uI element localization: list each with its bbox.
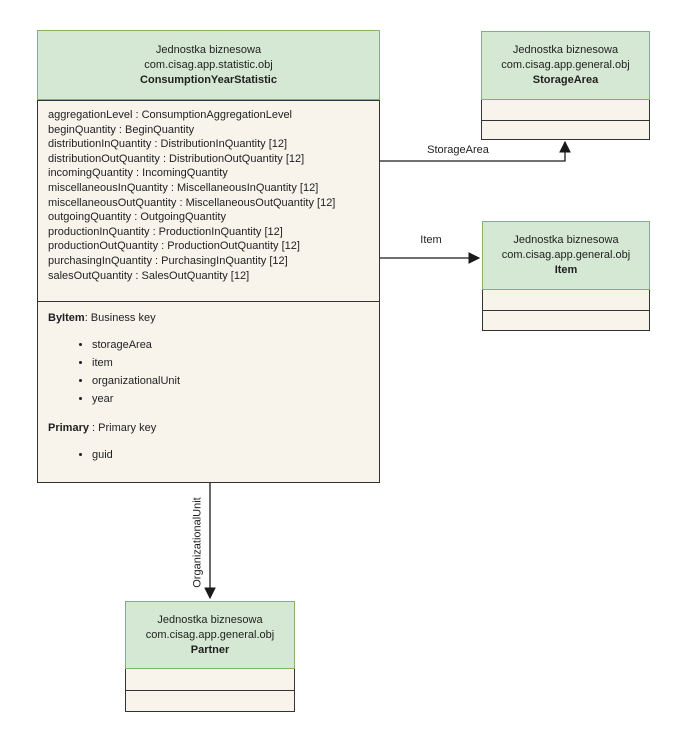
primary-key-title bbox=[48, 421, 369, 436]
edge-label-storage-area: StorageArea bbox=[408, 144, 508, 157]
attribute-row: beginQuantity : BeginQuantity bbox=[48, 123, 195, 136]
business-key-suffix: : Business key bbox=[84, 312, 156, 324]
entity-package: com.cisag.app.general.obj bbox=[501, 249, 631, 261]
attribute-row: distributionOutQuantity : DistributionOutQuantity [12] bbox=[48, 152, 305, 165]
edge-label-item: Item bbox=[406, 234, 456, 247]
entity-body bbox=[481, 100, 650, 140]
entity-name: Item bbox=[554, 264, 578, 276]
entity-item[interactable] bbox=[482, 221, 650, 331]
key-field: • guid bbox=[92, 446, 369, 464]
entity-header bbox=[125, 601, 295, 669]
attribute-row: productionOutQuantity : ProductionOutQuantity [12] bbox=[48, 240, 300, 253]
attribute-row: miscellaneousInQuantity : MiscellaneousInQuantity [12] bbox=[48, 181, 319, 194]
entity-body bbox=[125, 669, 295, 712]
attribute-row: aggregationLevel : ConsumptionAggregationLevel bbox=[48, 109, 293, 121]
attribute-row: incomingQuantity : IncomingQuantity bbox=[48, 167, 228, 180]
entity-partner[interactable] bbox=[125, 601, 295, 712]
attributes-compartment bbox=[38, 101, 379, 301]
key-field: • storageArea bbox=[92, 336, 369, 354]
attribute-row: purchasingInQuantity : PurchasingInQuantity [12] bbox=[48, 254, 288, 267]
entity-stereotype: Jednostka biznesowa bbox=[512, 44, 619, 56]
empty-compartment bbox=[483, 290, 649, 310]
entity-body bbox=[37, 100, 380, 483]
entity-stereotype: Jednostka biznesowa bbox=[155, 43, 262, 56]
empty-compartment bbox=[483, 310, 649, 330]
entity-name: ConsumptionYearStatistic bbox=[140, 73, 277, 86]
entity-header bbox=[481, 31, 650, 100]
empty-compartment bbox=[126, 690, 294, 711]
primary-key-fields bbox=[48, 446, 369, 464]
entity-package: com.cisag.app.general.obj bbox=[145, 628, 275, 641]
empty-compartment bbox=[482, 100, 649, 120]
entity-storage-area[interactable] bbox=[481, 31, 650, 140]
attribute-row: miscellaneousOutQuantity : MiscellaneousOutQuantity [12] bbox=[48, 196, 336, 209]
entity-header bbox=[482, 221, 650, 290]
key-field: • organizationalUnit bbox=[92, 372, 369, 390]
empty-compartment bbox=[126, 669, 294, 690]
entity-stereotype: Jednostka biznesowa bbox=[513, 234, 619, 246]
business-key-fields bbox=[48, 336, 369, 408]
edge-label-organizational-unit: OrganizationalUnit bbox=[192, 487, 205, 599]
primary-key-suffix: : Primary key bbox=[88, 422, 157, 434]
business-key-title bbox=[48, 311, 369, 326]
entity-consumption-year-statistic[interactable] bbox=[37, 30, 380, 483]
business-key-name: ByItem bbox=[48, 312, 85, 324]
attribute-row: salesOutQuantity : SalesOutQuantity [12] bbox=[48, 269, 250, 282]
key-field: • year bbox=[92, 390, 369, 408]
primary-key-name: Primary bbox=[48, 422, 89, 434]
entity-header bbox=[37, 30, 380, 100]
attribute-row: distributionInQuantity : DistributionInQuantity [12] bbox=[48, 138, 288, 151]
entity-package: com.cisag.app.general.obj bbox=[501, 59, 630, 71]
attribute-row: productionInQuantity : ProductionInQuantity [12] bbox=[48, 225, 283, 238]
attribute-row: outgoingQuantity : OutgoingQuantity bbox=[48, 211, 226, 224]
empty-compartment bbox=[482, 120, 649, 139]
keys-compartment bbox=[38, 301, 379, 482]
entity-name: Partner bbox=[190, 643, 230, 656]
entity-body bbox=[482, 290, 650, 331]
entity-name: StorageArea bbox=[532, 74, 599, 86]
entity-stereotype: Jednostka biznesowa bbox=[157, 613, 263, 626]
entity-package: com.cisag.app.statistic.obj bbox=[144, 58, 273, 71]
key-field: • item bbox=[92, 354, 369, 372]
